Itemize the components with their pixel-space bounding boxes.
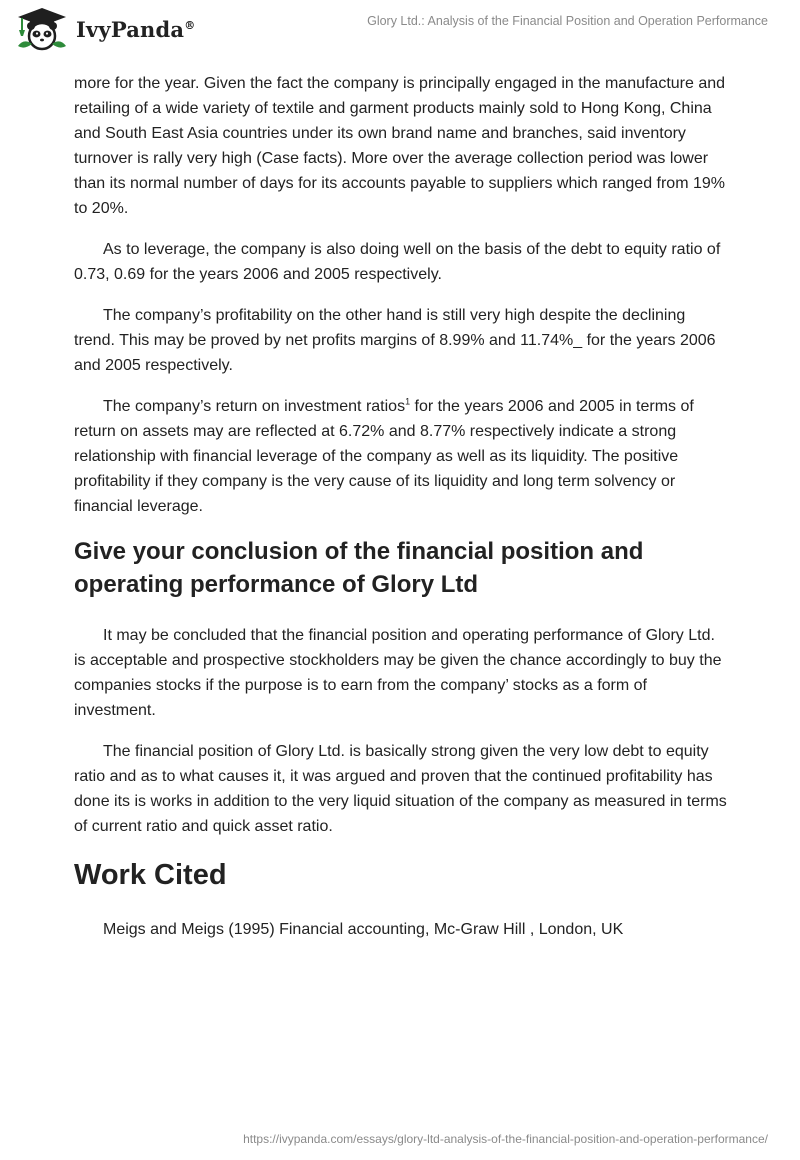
brand-name: IvyPanda® [76, 16, 196, 42]
roi-text-after: for the years 2006 and 2005 in terms of return on assets may are reflected at 6.72% and 8.77% respectively indicate a strong relationship with financial leverage of the company as well as its liquidity. The positive profitability if they company is the very cause of its liquidity and long term solvency or financial leverage. [74, 398, 694, 515]
conclusion-heading: Give your conclusion of the financial position and operating performance of Glory Ltd [74, 538, 644, 598]
document-title: Glory Ltd.: Analysis of the Financial Position and Operation Performance [367, 14, 768, 28]
panda-graduate-icon [14, 6, 70, 52]
paragraph-conclusion-2: The financial position of Glory Ltd. is basically strong given the very low debt to equity ratio and as to what causes it, it was argued and proven that the continued profitability has done its is works in addition to the very liquid situation of the company as measured in terms of current ratio and quick asset ratio. [74, 743, 727, 835]
page-header [0, 0, 800, 70]
source-url[interactable]: https://ivypanda.com/essays/glory-ltd-analysis-of-the-financial-position-and-operation-performance/ [243, 1132, 768, 1146]
paragraph-leverage: As to leverage, the company is also doing well on the basis of the debt to equity ratio of 0.73, 0.69 for the years 2006 and 2005 respectively. [74, 241, 721, 283]
roi-text-before: The company’s return on investment ratios [103, 398, 406, 415]
ivypanda-logo[interactable] [14, 6, 195, 52]
paragraph-profitability: The company’s profitability on the other hand is still very high despite the declining trend. This may be proved by net profits margins of 8.99% and 11.74%_ for the years 2006 and 2005 respectively. [74, 307, 716, 374]
works-cited-heading: Work Cited [74, 859, 227, 891]
paragraph-inventory: more for the year. Given the fact the company is principally engaged in the manufacture and retailing of a wide variety of textile and garment products mainly sold to Hong Kong, China and South East Asia countries under its own brand name and branches, said inventory turnover is rally very high (Case facts). More over the average collection period was lower than its normal number of days for its accounts payable to suppliers which ranged from 19% to 20%. [74, 75, 726, 217]
paragraph-roi [74, 394, 730, 519]
citation-entry: Meigs and Meigs (1995) Financial accounting, Mc-Graw Hill , London, UK [103, 921, 624, 938]
paragraph-conclusion-1: It may be concluded that the financial position and operating performance of Glory Ltd. is acceptable and prospective stockholders may be given the chance accordingly to buy the companies stocks if the purpose is to earn from the company’ stocks as a form of investment. [74, 627, 722, 719]
registered-mark: ® [184, 18, 196, 32]
footnote-marker[interactable]: 1 [405, 396, 411, 407]
essay-body [74, 71, 730, 958]
